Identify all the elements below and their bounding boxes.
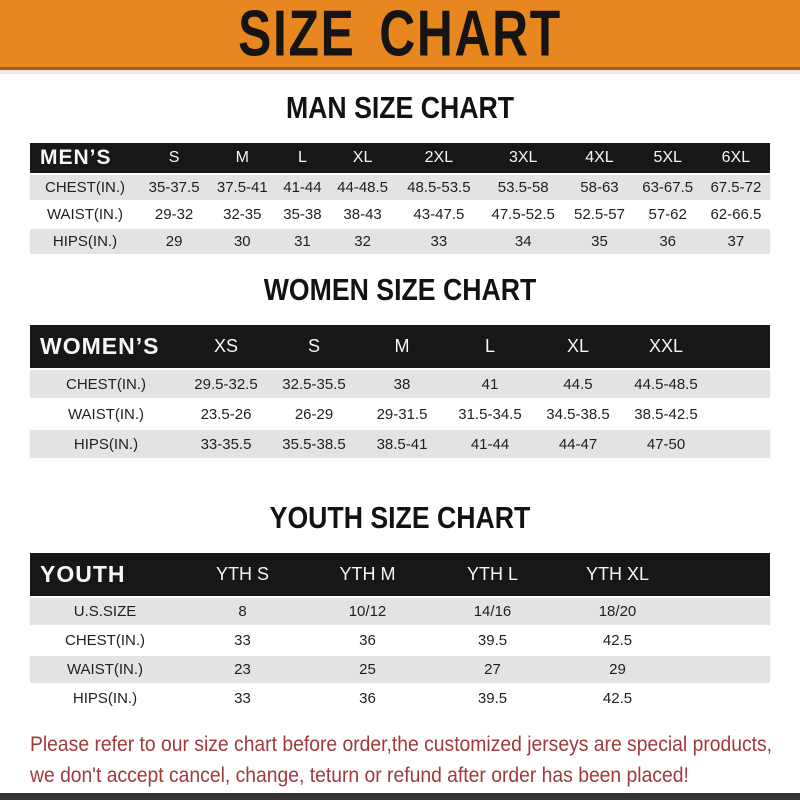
row-spacer bbox=[710, 430, 770, 458]
size-column-header: XXL bbox=[622, 325, 710, 368]
banner bbox=[0, 0, 800, 70]
header-spacer bbox=[710, 325, 770, 368]
size-column-header: XL bbox=[534, 325, 622, 368]
size-column-header: M bbox=[208, 143, 276, 173]
cell-value: 38-43 bbox=[328, 202, 396, 227]
table-corner-label: MEN’S bbox=[30, 143, 140, 173]
cell-value: 44.5-48.5 bbox=[622, 370, 710, 398]
man-section-heading: MAN SIZE CHART bbox=[285, 90, 515, 125]
cell-value: 44-47 bbox=[534, 430, 622, 458]
cell-value: 47-50 bbox=[622, 430, 710, 458]
table-row bbox=[30, 175, 770, 200]
cell-value: 37.5-41 bbox=[208, 175, 276, 200]
cell-value: 67.5-72 bbox=[702, 175, 770, 200]
row-label: U.S.SIZE bbox=[30, 598, 180, 625]
banner-title: SIZE CHART bbox=[238, 0, 562, 70]
size-column-header: XL bbox=[328, 143, 396, 173]
row-label: WAIST(IN.) bbox=[30, 656, 180, 683]
women-size-table bbox=[30, 323, 770, 460]
row-spacer bbox=[710, 370, 770, 398]
cell-value: 35 bbox=[565, 229, 633, 254]
cell-value: 32-35 bbox=[208, 202, 276, 227]
cell-value: 42.5 bbox=[555, 685, 680, 712]
cell-value: 41 bbox=[446, 370, 534, 398]
table-row bbox=[30, 627, 770, 654]
cell-value: 53.5-58 bbox=[481, 175, 565, 200]
cell-value: 33-35.5 bbox=[182, 430, 270, 458]
cell-value: 48.5-53.5 bbox=[397, 175, 481, 200]
size-column-header: M bbox=[358, 325, 446, 368]
cell-value: 35.5-38.5 bbox=[270, 430, 358, 458]
cell-value: 36 bbox=[305, 685, 430, 712]
cell-value: 43-47.5 bbox=[397, 202, 481, 227]
cell-value: 25 bbox=[305, 656, 430, 683]
youth-size-table bbox=[30, 551, 770, 714]
women-section-heading: WOMEN SIZE CHART bbox=[263, 272, 537, 307]
cell-value: 29-32 bbox=[140, 202, 208, 227]
row-label: HIPS(IN.) bbox=[30, 685, 180, 712]
row-label: CHEST(IN.) bbox=[30, 370, 182, 398]
size-column-header: L bbox=[276, 143, 328, 173]
row-spacer bbox=[710, 400, 770, 428]
cell-value: 62-66.5 bbox=[702, 202, 770, 227]
size-column-header: 4XL bbox=[565, 143, 633, 173]
cell-value: 29-31.5 bbox=[358, 400, 446, 428]
cell-value: 33 bbox=[180, 685, 305, 712]
cell-value: 32 bbox=[328, 229, 396, 254]
section-youth bbox=[0, 500, 800, 714]
cell-value: 38.5-42.5 bbox=[622, 400, 710, 428]
cell-value: 14/16 bbox=[430, 598, 555, 625]
table-corner-label: YOUTH bbox=[30, 553, 180, 596]
size-column-header: 3XL bbox=[481, 143, 565, 173]
cell-value: 42.5 bbox=[555, 627, 680, 654]
cell-value: 47.5-52.5 bbox=[481, 202, 565, 227]
cell-value: 58-63 bbox=[565, 175, 633, 200]
size-column-header: S bbox=[270, 325, 358, 368]
table-row bbox=[30, 400, 770, 428]
row-spacer bbox=[680, 598, 770, 625]
cell-value: 29.5-32.5 bbox=[182, 370, 270, 398]
row-label: CHEST(IN.) bbox=[30, 175, 140, 200]
youth-section-heading: YOUTH SIZE CHART bbox=[269, 500, 531, 535]
cell-value: 29 bbox=[555, 656, 680, 683]
table-header-row bbox=[30, 325, 770, 368]
table-corner-label: WOMEN’S bbox=[30, 325, 182, 368]
size-column-header: YTH L bbox=[430, 553, 555, 596]
cell-value: 27 bbox=[430, 656, 555, 683]
size-column-header: L bbox=[446, 325, 534, 368]
row-spacer bbox=[680, 685, 770, 712]
cell-value: 35-38 bbox=[276, 202, 328, 227]
cell-value: 38.5-41 bbox=[358, 430, 446, 458]
cell-value: 37 bbox=[702, 229, 770, 254]
row-label: WAIST(IN.) bbox=[30, 400, 182, 428]
cell-value: 33 bbox=[180, 627, 305, 654]
table-row bbox=[30, 656, 770, 683]
row-spacer bbox=[680, 656, 770, 683]
cell-value: 32.5-35.5 bbox=[270, 370, 358, 398]
cell-value: 34.5-38.5 bbox=[534, 400, 622, 428]
cell-value: 34 bbox=[481, 229, 565, 254]
cell-value: 52.5-57 bbox=[565, 202, 633, 227]
cell-value: 23 bbox=[180, 656, 305, 683]
cell-value: 31 bbox=[276, 229, 328, 254]
order-notice-line1: Please refer to our size chart before order,the customized jerseys are special products, bbox=[30, 733, 773, 756]
size-column-header: YTH M bbox=[305, 553, 430, 596]
cell-value: 18/20 bbox=[555, 598, 680, 625]
size-column-header: YTH XL bbox=[555, 553, 680, 596]
cell-value: 8 bbox=[180, 598, 305, 625]
table-header-row bbox=[30, 553, 770, 596]
cell-value: 33 bbox=[397, 229, 481, 254]
cell-value: 36 bbox=[634, 229, 702, 254]
table-row bbox=[30, 685, 770, 712]
cell-value: 35-37.5 bbox=[140, 175, 208, 200]
table-header-row bbox=[30, 143, 770, 173]
cell-value: 44-48.5 bbox=[328, 175, 396, 200]
section-man bbox=[0, 90, 800, 256]
cell-value: 30 bbox=[208, 229, 276, 254]
row-label: HIPS(IN.) bbox=[30, 229, 140, 254]
section-women bbox=[0, 272, 800, 460]
row-spacer bbox=[680, 627, 770, 654]
bottom-bar bbox=[0, 793, 800, 800]
size-column-header: 6XL bbox=[702, 143, 770, 173]
cell-value: 39.5 bbox=[430, 627, 555, 654]
cell-value: 57-62 bbox=[634, 202, 702, 227]
table-row bbox=[30, 598, 770, 625]
size-column-header: S bbox=[140, 143, 208, 173]
row-label: CHEST(IN.) bbox=[30, 627, 180, 654]
row-label: HIPS(IN.) bbox=[30, 430, 182, 458]
row-label: WAIST(IN.) bbox=[30, 202, 140, 227]
table-row bbox=[30, 430, 770, 458]
cell-value: 23.5-26 bbox=[182, 400, 270, 428]
size-column-header: 5XL bbox=[634, 143, 702, 173]
man-size-table bbox=[30, 141, 770, 256]
cell-value: 44.5 bbox=[534, 370, 622, 398]
table-row bbox=[30, 202, 770, 227]
cell-value: 41-44 bbox=[446, 430, 534, 458]
header-spacer bbox=[680, 553, 770, 596]
cell-value: 29 bbox=[140, 229, 208, 254]
size-column-header: YTH S bbox=[180, 553, 305, 596]
cell-value: 39.5 bbox=[430, 685, 555, 712]
size-column-header: XS bbox=[182, 325, 270, 368]
order-notice bbox=[30, 729, 800, 791]
cell-value: 41-44 bbox=[276, 175, 328, 200]
cell-value: 38 bbox=[358, 370, 446, 398]
order-notice-line2: we don't accept cancel, change, teturn or refund after order has been placed! bbox=[30, 764, 689, 787]
table-row bbox=[30, 370, 770, 398]
cell-value: 10/12 bbox=[305, 598, 430, 625]
cell-value: 26-29 bbox=[270, 400, 358, 428]
cell-value: 63-67.5 bbox=[634, 175, 702, 200]
table-row bbox=[30, 229, 770, 254]
banner-divider bbox=[0, 70, 800, 74]
cell-value: 36 bbox=[305, 627, 430, 654]
size-column-header: 2XL bbox=[397, 143, 481, 173]
cell-value: 31.5-34.5 bbox=[446, 400, 534, 428]
